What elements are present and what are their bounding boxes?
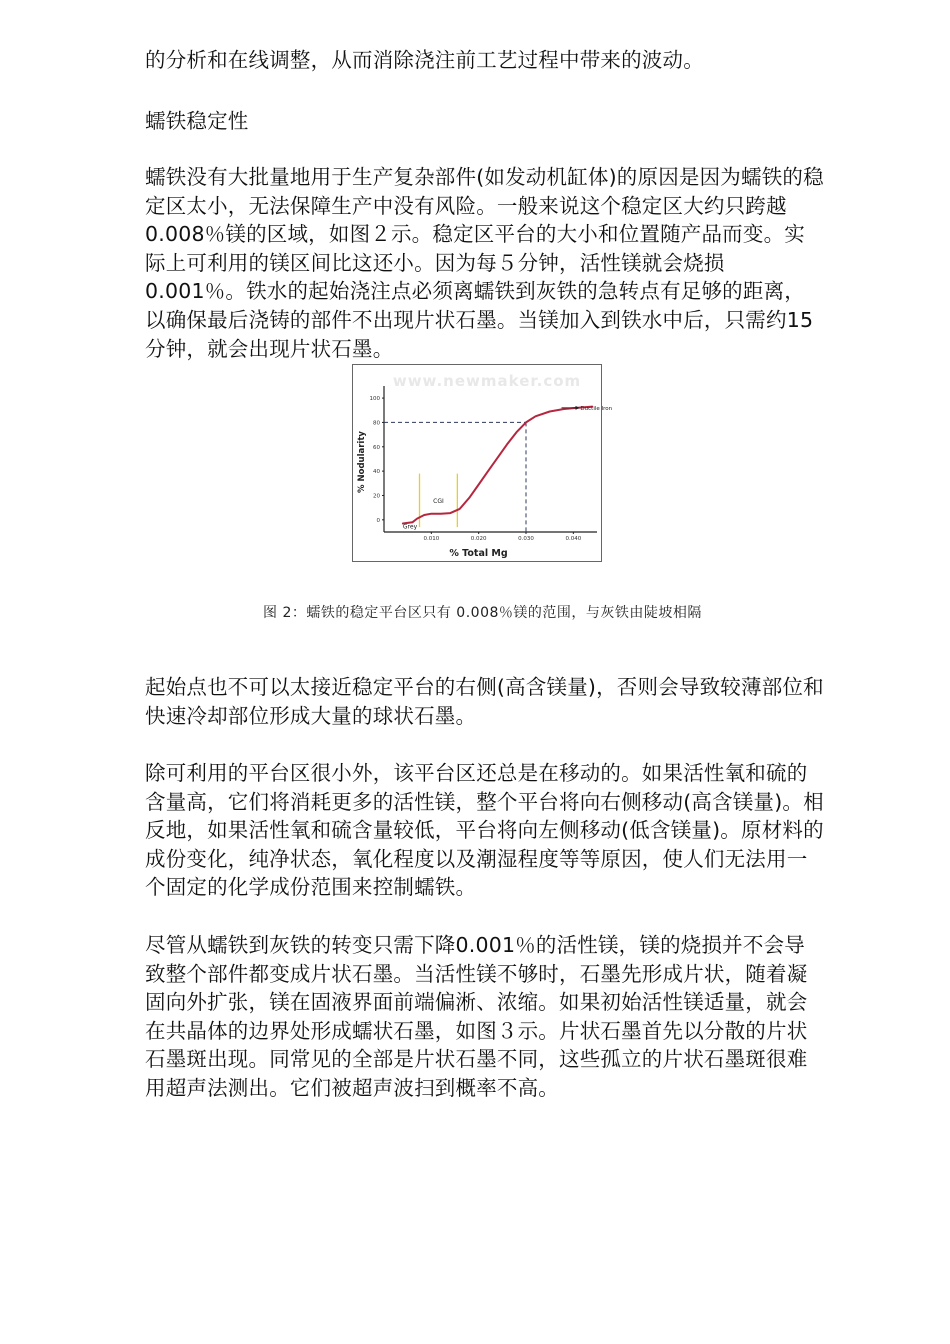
y-tick-label: 80 — [373, 420, 380, 427]
y-tick-label: 0 — [376, 517, 380, 524]
x-tick-label: 0.030 — [518, 536, 534, 542]
figure-caption: 图 2：蠕铁的稳定平台区只有 0.008％镁的范围，与灰铁由陡坡相隔 — [263, 605, 702, 621]
text-line: 固向外扩张，镁在固液界面前端偏淅、浓缩。如果初始活性镁适量，就会 — [145, 990, 808, 1015]
y-axis-label: % Nodularity — [357, 431, 367, 493]
text-line: 反地，如果活性氧和硫含量较低，平台将向左侧移动(低含镁量)。原材料的 — [145, 818, 824, 843]
text-line: 蠕铁没有大批量地用于生产复杂部件(如发动机缸体)的原因是因为蠕铁的稳 — [145, 165, 824, 189]
nodularity-chart-svg — [352, 364, 613, 562]
x-tick-label: 0.010 — [423, 536, 440, 542]
text-line: 致整个部件都变成片状石墨。当活性镁不够时，石墨先形成片状，随着凝 — [145, 961, 808, 986]
heading-text: 蠕铁稳定性 — [145, 109, 249, 133]
text-line: 含量高，它们将消耗更多的活性镁，整个平台将向右侧移动(高含镁量)。相 — [145, 789, 824, 814]
paragraph-transition — [145, 931, 880, 1103]
cgi-label: CGI — [433, 497, 444, 505]
watermark-text: www.newmaker.com — [392, 372, 582, 390]
text-line: 际上可利用的镁区间比这还小。因为每５分钟，活性镁就会烧损 — [145, 250, 725, 275]
ductile-iron-label: Ductile Iron — [580, 405, 613, 412]
text-line: 以确保最后浇铸的部件不出现片状石墨。当镁加入到铁水中后，只需约15 — [145, 307, 814, 332]
text-line: 尽管从蠕铁到灰铁的转变只需下降0.001％的活性镁，镁的烧损并不会导 — [145, 933, 805, 957]
x-tick-label: 0.040 — [565, 536, 582, 542]
paragraph-right-side — [145, 673, 880, 730]
y-tick-label: 100 — [369, 396, 380, 403]
text-line: 快速冷却部位形成大量的球状石墨。 — [145, 703, 477, 728]
y-tick-label: 60 — [373, 444, 380, 451]
paragraph-plateau-moving — [145, 759, 880, 902]
y-tick-label: 40 — [373, 469, 380, 476]
text-line: 成份变化，纯净状态，氧化程度以及潮湿程度等等原因，使人们无法用一 — [145, 846, 808, 871]
text-line: 0.008％镁的区域，如图２示。稳定区平台的大小和位置随产品而变。实 — [145, 222, 805, 247]
text-line: 的分析和在线调整，从而消除浇注前工艺过程中带来的波动。 — [145, 48, 704, 72]
text-line: 0.001％。铁水的起始浇注点必须离蠕铁到灰铁的急转点有足够的距离， — [145, 279, 805, 304]
text-line: 定区太小，无法保障生产中没有风险。一般来说这个稳定区大约只跨越 — [145, 193, 787, 218]
text-line: 用超声法测出。它们被超声波扫到概率不高。 — [145, 1075, 559, 1100]
text-line: 个固定的化学成份范围来控制蠕铁。 — [145, 875, 477, 900]
x-axis-label: % Total Mg — [449, 548, 508, 559]
figure-2-chart — [352, 364, 613, 562]
paragraph-intro-tail — [145, 46, 880, 75]
text-line: 石墨斑出现。同常见的全部是片状石墨不同，这些孤立的片状石墨斑很难 — [145, 1047, 808, 1072]
x-tick-label: 0.020 — [470, 536, 487, 542]
section-heading — [145, 107, 880, 136]
text-line: 起始点也不可以太接近稳定平台的右侧(高含镁量)，否则会导致较薄部位和 — [145, 675, 824, 699]
paragraph-stability — [145, 163, 880, 363]
y-tick-label: 20 — [373, 493, 380, 500]
text-line: 分钟，就会出现片状石墨。 — [145, 336, 394, 361]
text-line: 在共晶体的边界处形成蠕状石墨，如图３示。片状石墨首先以分散的片状 — [145, 1018, 808, 1043]
grey-label: Grey — [402, 523, 418, 531]
text-line: 除可利用的平台区很小外，该平台区还总是在移动的。如果活性氧和硫的 — [145, 761, 808, 785]
